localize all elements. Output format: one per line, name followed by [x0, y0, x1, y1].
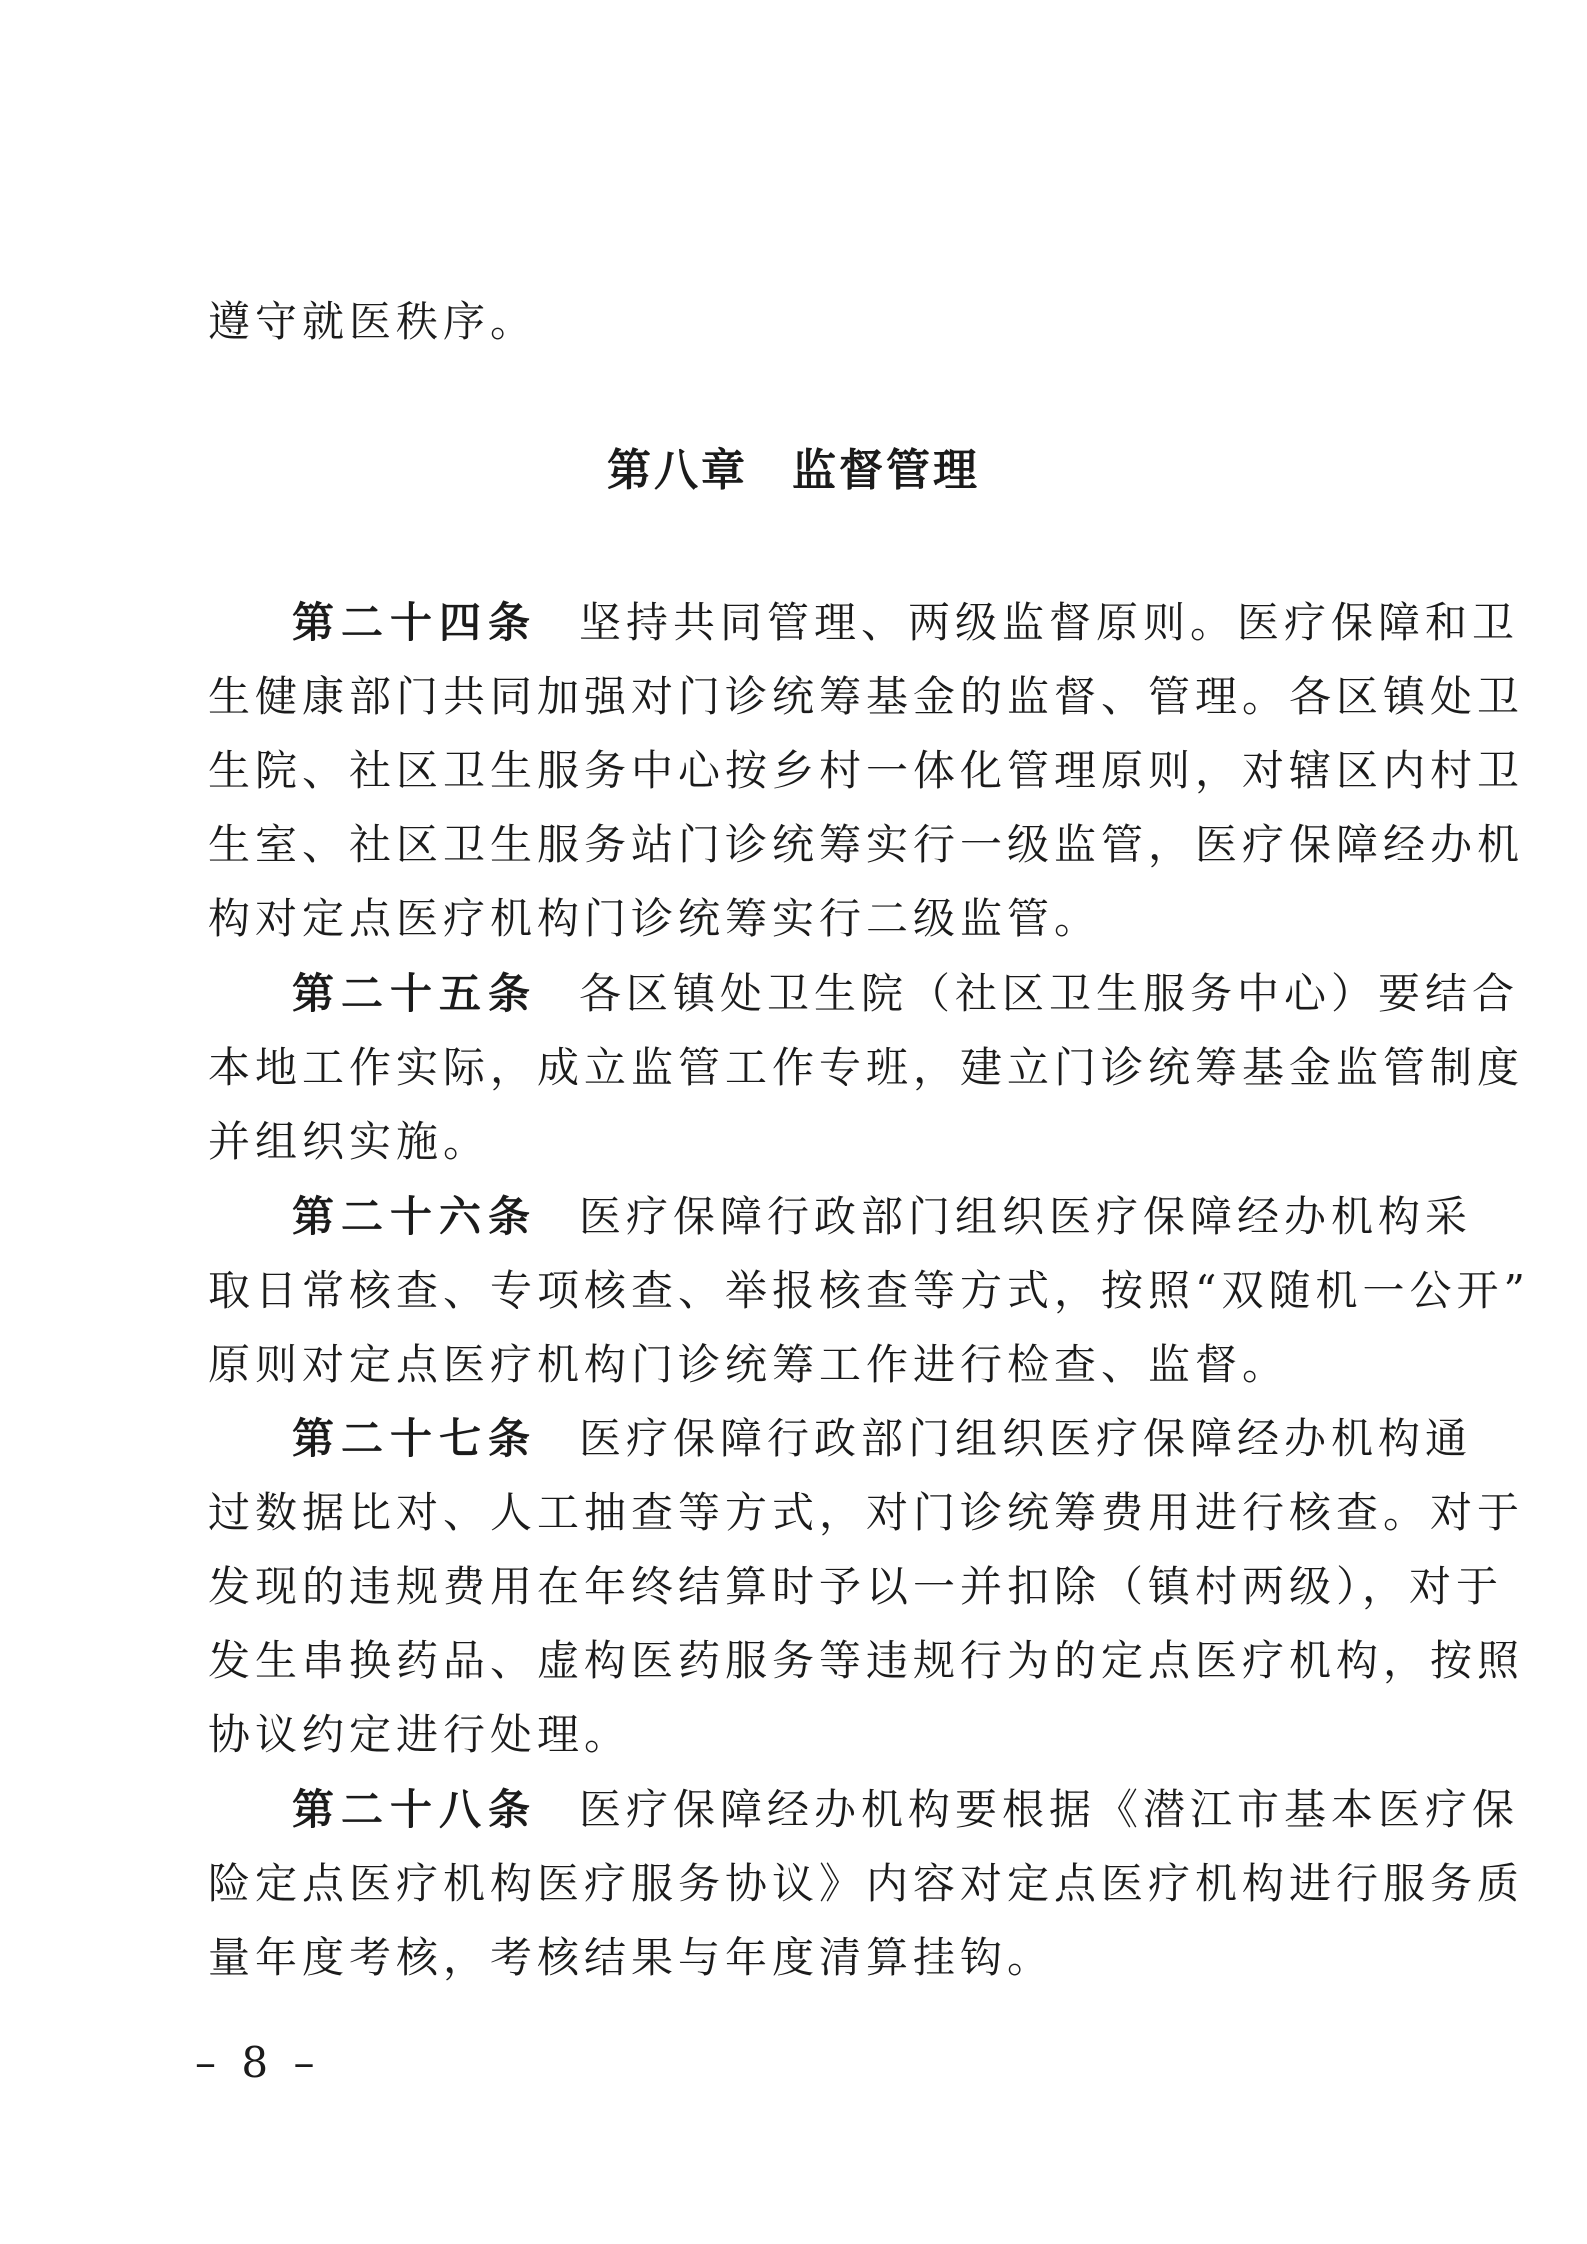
chapter-number: 第八章 — [607, 445, 748, 496]
article-label: 第二十六条 — [292, 1192, 538, 1241]
article-28-line-2: 险定点医疗机构医疗服务协议》内容对定点医疗机构进行服务质 — [208, 1859, 1525, 1908]
page-number-dash-right: – — [274, 2038, 321, 2087]
page-number-value: 8 — [241, 2038, 275, 2087]
article-27-line-4: 发生串换药品、虚构医药服务等违规行为的定点医疗机构，按照 — [208, 1636, 1525, 1685]
article-25-line-3: 并组织实施。 — [208, 1117, 491, 1166]
article-24-line-1 — [208, 597, 1520, 649]
article-label: 第二十五条 — [292, 969, 538, 1018]
page-number — [195, 2037, 320, 2089]
article-25-line-1 — [208, 968, 1520, 1020]
article-24-line-3: 生院、社区卫生服务中心按乡村一体化管理原则，对辖区内村卫 — [208, 746, 1525, 795]
chapter-heading — [0, 443, 1587, 499]
article-28-line-3: 量年度考核，考核结果与年度清算挂钩。 — [208, 1933, 1055, 1982]
article-text: 医疗保障行政部门组织医疗保障经办机构采 — [579, 1192, 1473, 1241]
article-label: 第二十四条 — [292, 598, 538, 647]
page-number-dash-left: – — [195, 2038, 242, 2087]
article-27-line-1 — [208, 1413, 1472, 1465]
article-27-line-2: 过数据比对、人工抽查等方式，对门诊统筹费用进行核查。对于 — [208, 1488, 1525, 1537]
article-24-line-4: 生室、社区卫生服务站门诊统筹实行一级监管，医疗保障经办机 — [208, 820, 1525, 869]
article-text: 医疗保障经办机构要根据《潜江市基本医疗保 — [579, 1785, 1520, 1834]
article-label: 第二十七条 — [292, 1414, 538, 1463]
article-label: 第二十八条 — [292, 1785, 538, 1834]
article-26-line-2: 取日常核查、专项核查、举报核查等方式，按照“双随机一公开” — [208, 1266, 1530, 1315]
article-26-line-3: 原则对定点医疗机构门诊统筹工作进行检查、监督。 — [208, 1340, 1290, 1389]
article-27-line-5: 协议约定进行处理。 — [208, 1710, 632, 1759]
article-text: 医疗保障行政部门组织医疗保障经办机构通 — [579, 1414, 1473, 1463]
article-25-line-2: 本地工作实际，成立监管工作专班，建立门诊统筹基金监管制度 — [208, 1043, 1525, 1092]
article-24-line-5: 构对定点医疗机构门诊统筹实行二级监管。 — [208, 894, 1102, 943]
article-text: 各区镇处卫生院（社区卫生服务中心）要结合 — [579, 969, 1520, 1018]
article-26-line-1 — [208, 1191, 1472, 1243]
chapter-title: 监督管理 — [792, 445, 980, 496]
article-24-line-2: 生健康部门共同加强对门诊统筹基金的监督、管理。各区镇处卫 — [208, 672, 1525, 721]
continuation-text: 遵守就医秩序。 — [208, 297, 538, 346]
article-text: 坚持共同管理、两级监督原则。医疗保障和卫 — [579, 598, 1520, 647]
article-28-line-1 — [208, 1784, 1520, 1836]
article-27-line-3: 发现的违规费用在年终结算时予以一并扣除（镇村两级），对于 — [208, 1562, 1504, 1611]
